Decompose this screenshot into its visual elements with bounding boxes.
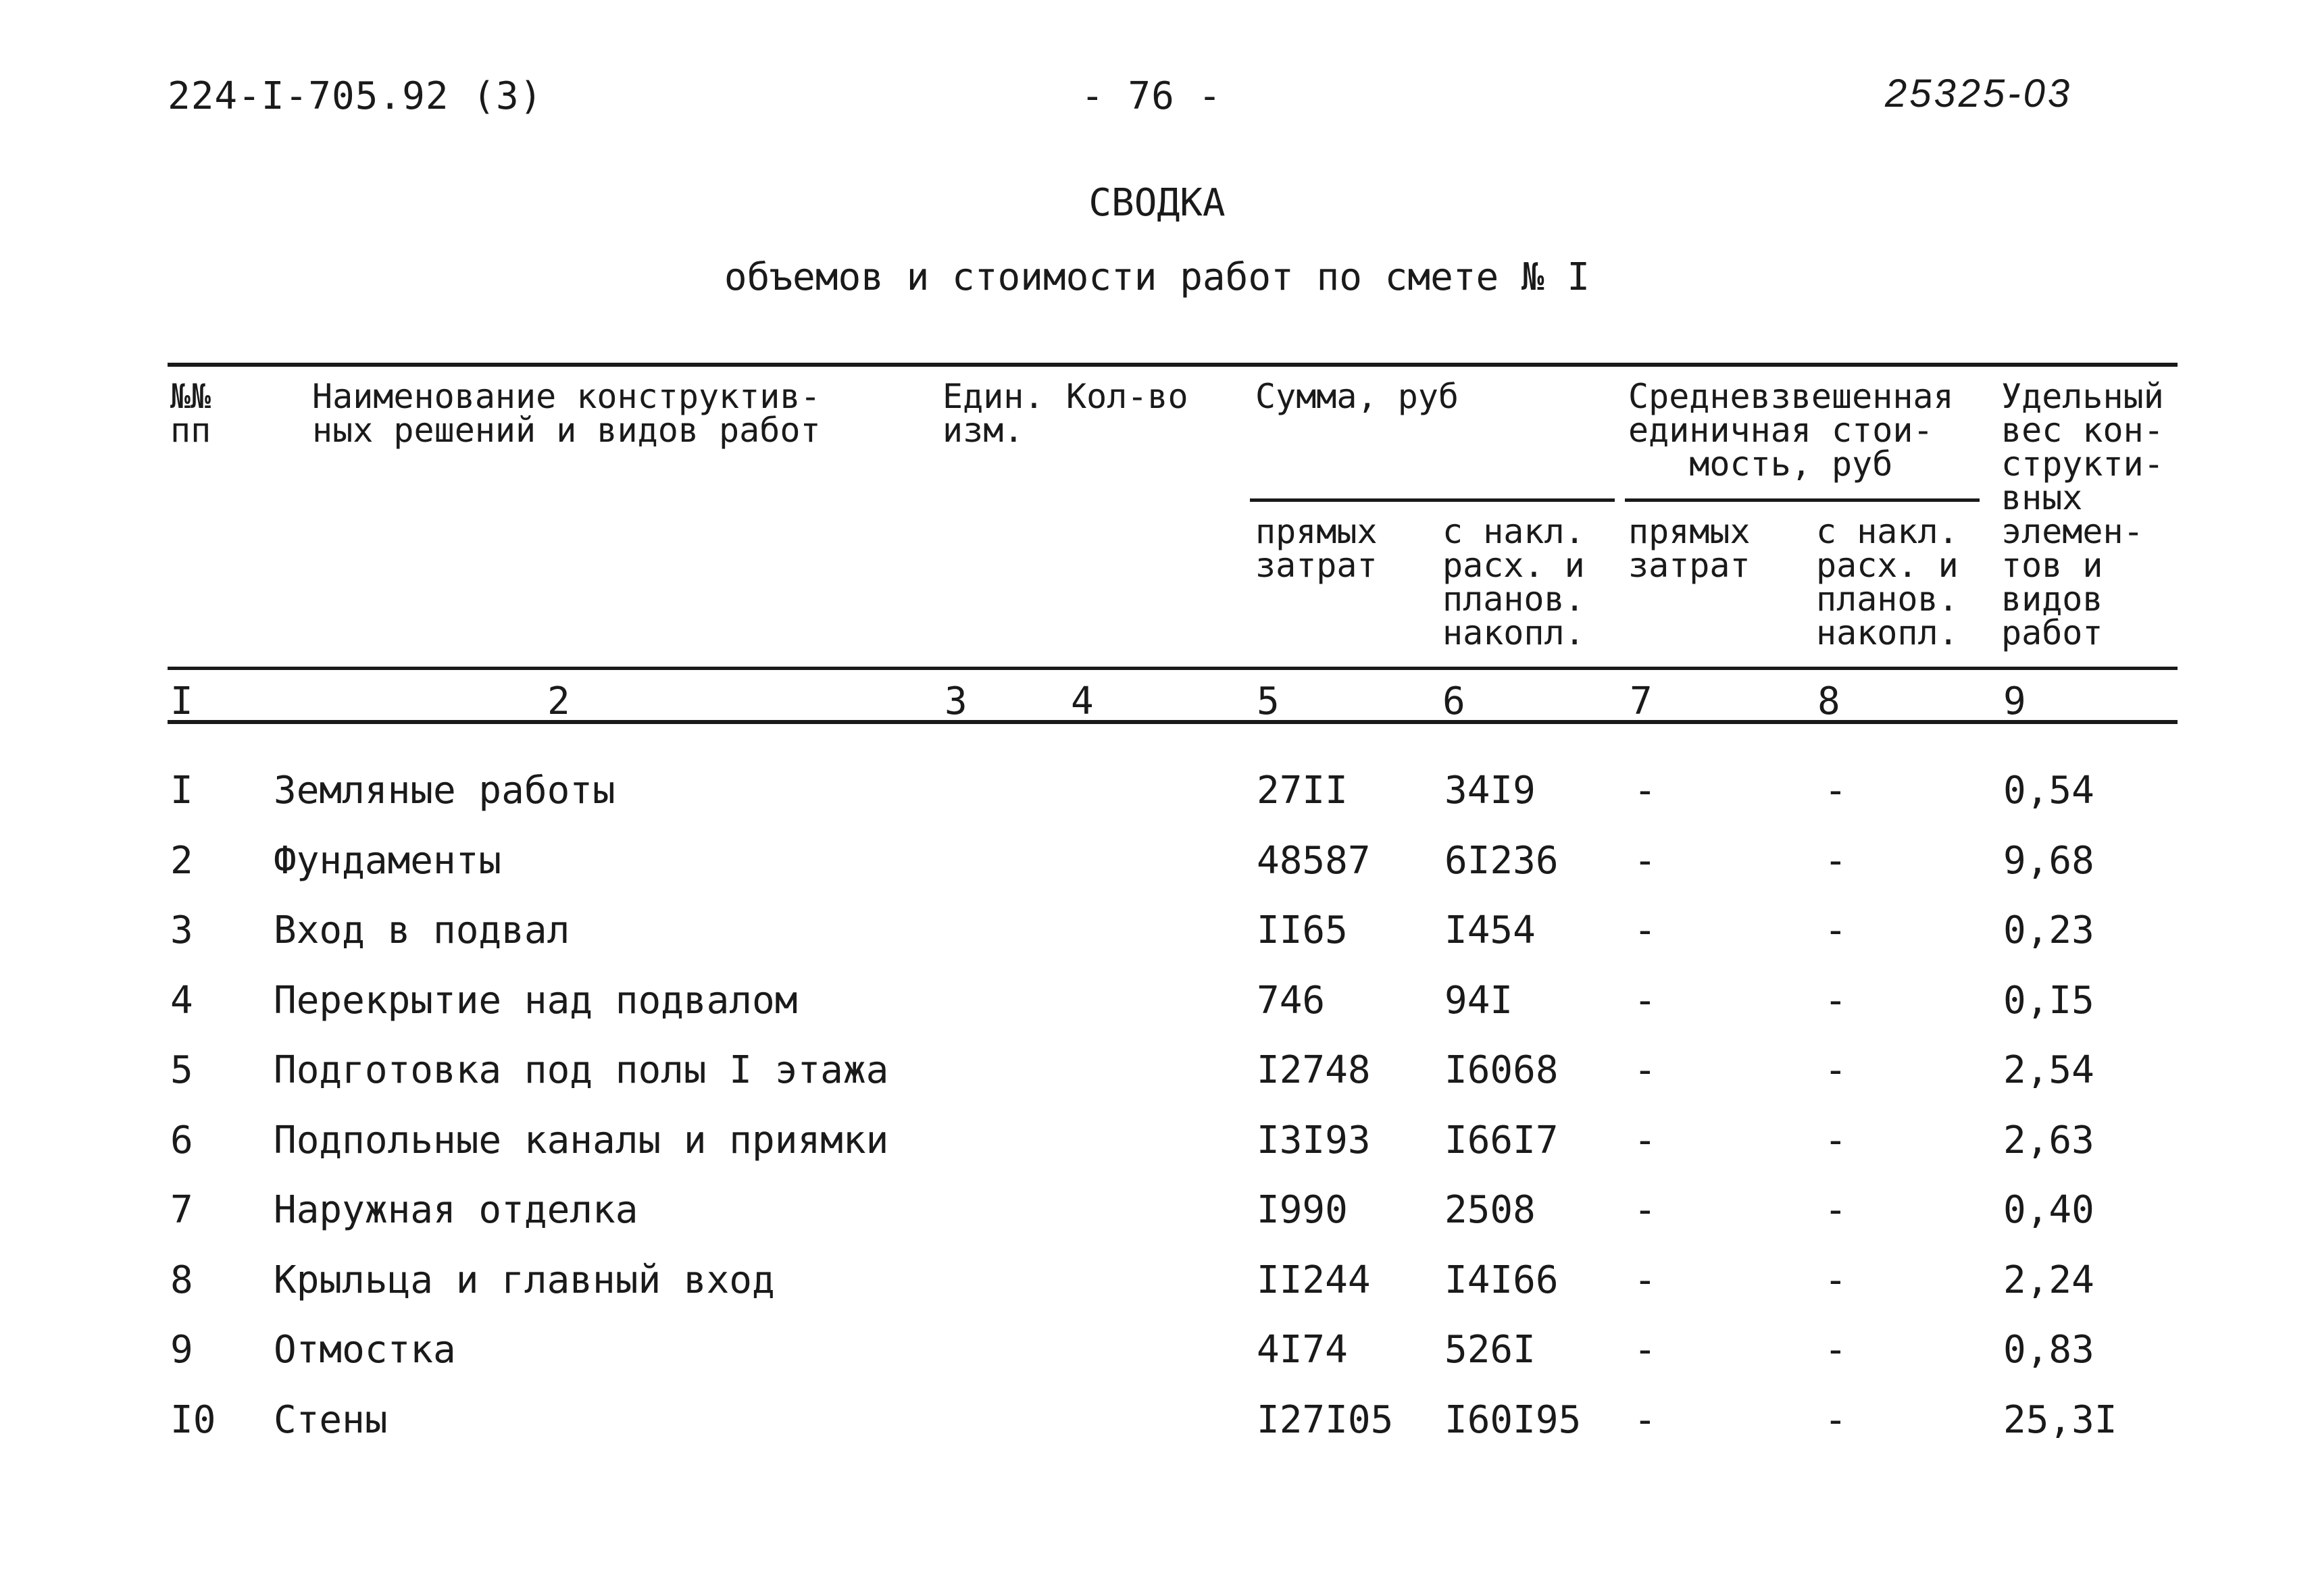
row-weight: 2,63 [2003,1118,2094,1162]
row-sum-overhead: I6068 [1444,1048,1559,1092]
column-number: 7 [1630,679,1653,723]
header-num: №№ пп [170,377,211,450]
row-number: 9 [170,1328,193,1372]
row-number: 4 [170,979,193,1023]
column-number: 9 [2003,679,2026,723]
sum-subheader-rule [1250,498,1615,502]
column-numbers-rule [168,720,2178,724]
row-number: 8 [170,1258,193,1302]
row-sum-direct: 27II [1257,769,1348,813]
row-sum-direct: I27I05 [1257,1398,1394,1442]
row-sum-overhead: I454 [1444,908,1536,952]
row-sum-direct: I3I93 [1257,1118,1371,1162]
row-work-name: Наружная отделка [274,1188,638,1232]
header-qty: Кол-во [1066,377,1188,416]
column-number: 6 [1442,679,1465,723]
row-avg-overhead: - [1824,1328,1847,1372]
row-number: 3 [170,908,193,952]
row-avg-direct: - [1634,1398,1657,1442]
row-sum-direct: II65 [1257,908,1348,952]
row-avg-direct: - [1634,769,1657,813]
row-avg-direct: - [1634,979,1657,1023]
row-number: 2 [170,839,193,883]
row-work-name: Земляные работы [274,769,615,813]
row-avg-overhead: - [1824,769,1847,813]
row-sum-overhead: I66I7 [1444,1118,1559,1162]
row-weight: 0,40 [2003,1188,2094,1232]
row-weight: 0,83 [2003,1328,2094,1372]
row-sum-overhead: 6I236 [1444,839,1559,883]
row-avg-overhead: - [1824,908,1847,952]
title-main: СВОДКА [1088,181,1226,225]
header-name: Наименование конструктив- ных решений и видов работ [312,377,821,450]
header-bottom-rule [168,667,2178,670]
row-work-name: Отмостка [274,1328,456,1372]
archive-number: 25325-03 [1885,72,2073,115]
row-sum-direct: 746 [1257,979,1326,1023]
column-number: 3 [945,679,967,723]
header-avg-overhead: с накл. расх. и планов. накопл. [1816,512,1959,652]
row-sum-overhead: I4I66 [1444,1258,1559,1302]
header-weight: Удельный вес кон- структи- вных элемен- тов и видов работ [2001,377,2164,652]
row-avg-overhead: - [1824,1048,1847,1092]
row-weight: 25,3I [2003,1398,2117,1442]
row-avg-direct: - [1634,1328,1657,1372]
row-weight: 2,24 [2003,1258,2094,1302]
row-avg-overhead: - [1824,1118,1847,1162]
row-sum-overhead: 526I [1444,1328,1536,1372]
row-sum-overhead: 94I [1444,979,1513,1023]
row-number: I0 [170,1398,216,1442]
row-weight: 0,54 [2003,769,2094,813]
header-sum-direct: прямых затрат [1255,512,1378,585]
row-number: 7 [170,1188,193,1232]
table-top-rule [168,363,2178,367]
row-weight: 9,68 [2003,839,2094,883]
row-sum-overhead: I60I95 [1444,1398,1582,1442]
row-work-name: Подпольные каналы и приямки [274,1118,889,1162]
row-avg-overhead: - [1824,839,1847,883]
row-avg-direct: - [1634,1118,1657,1162]
row-avg-direct: - [1634,839,1657,883]
row-work-name: Стены [274,1398,388,1442]
column-number: 8 [1817,679,1840,723]
row-sum-direct: 4I74 [1257,1328,1348,1372]
document-code: 224-I-705.92 (3) [168,74,543,118]
header-sum-overhead: с накл. расх. и планов. накопл. [1442,512,1585,652]
column-number: 5 [1257,679,1280,723]
row-sum-direct: II244 [1257,1258,1371,1302]
row-weight: 2,54 [2003,1048,2094,1092]
header-avg: Средневзвешенная единичная стои- мость, руб [1628,377,1954,484]
row-sum-direct: 48587 [1257,839,1371,883]
row-sum-overhead: 34I9 [1444,769,1536,813]
row-avg-direct: - [1634,908,1657,952]
row-sum-direct: I990 [1257,1188,1348,1232]
avg-subheader-rule [1625,498,1980,502]
page-number: - 76 - [1081,74,1222,118]
column-number: 2 [547,679,570,723]
row-avg-overhead: - [1824,1398,1847,1442]
column-number: I [170,679,193,723]
row-work-name: Вход в подвал [274,908,570,952]
row-weight: 0,23 [2003,908,2094,952]
column-number: 4 [1071,679,1094,723]
row-sum-direct: I2748 [1257,1048,1371,1092]
title-sub: объемов и стоимости работ по смете № I [724,255,1590,299]
row-number: 5 [170,1048,193,1092]
header-sum: Сумма, руб [1255,377,1459,416]
row-work-name: Подготовка под полы I этажа [274,1048,889,1092]
header-unit: Един. изм. [942,377,1045,450]
row-weight: 0,I5 [2003,979,2094,1023]
row-avg-direct: - [1634,1048,1657,1092]
row-number: 6 [170,1118,193,1162]
row-avg-overhead: - [1824,1258,1847,1302]
row-sum-overhead: 2508 [1444,1188,1536,1232]
row-work-name: Перекрытие над подвалом [274,979,798,1023]
row-work-name: Фундаменты [274,839,502,883]
row-number: I [170,769,193,813]
header-avg-direct: прямых затрат [1628,512,1751,585]
row-avg-overhead: - [1824,979,1847,1023]
row-avg-direct: - [1634,1188,1657,1232]
row-avg-overhead: - [1824,1188,1847,1232]
row-work-name: Крыльца и главный вход [274,1258,775,1302]
row-avg-direct: - [1634,1258,1657,1302]
